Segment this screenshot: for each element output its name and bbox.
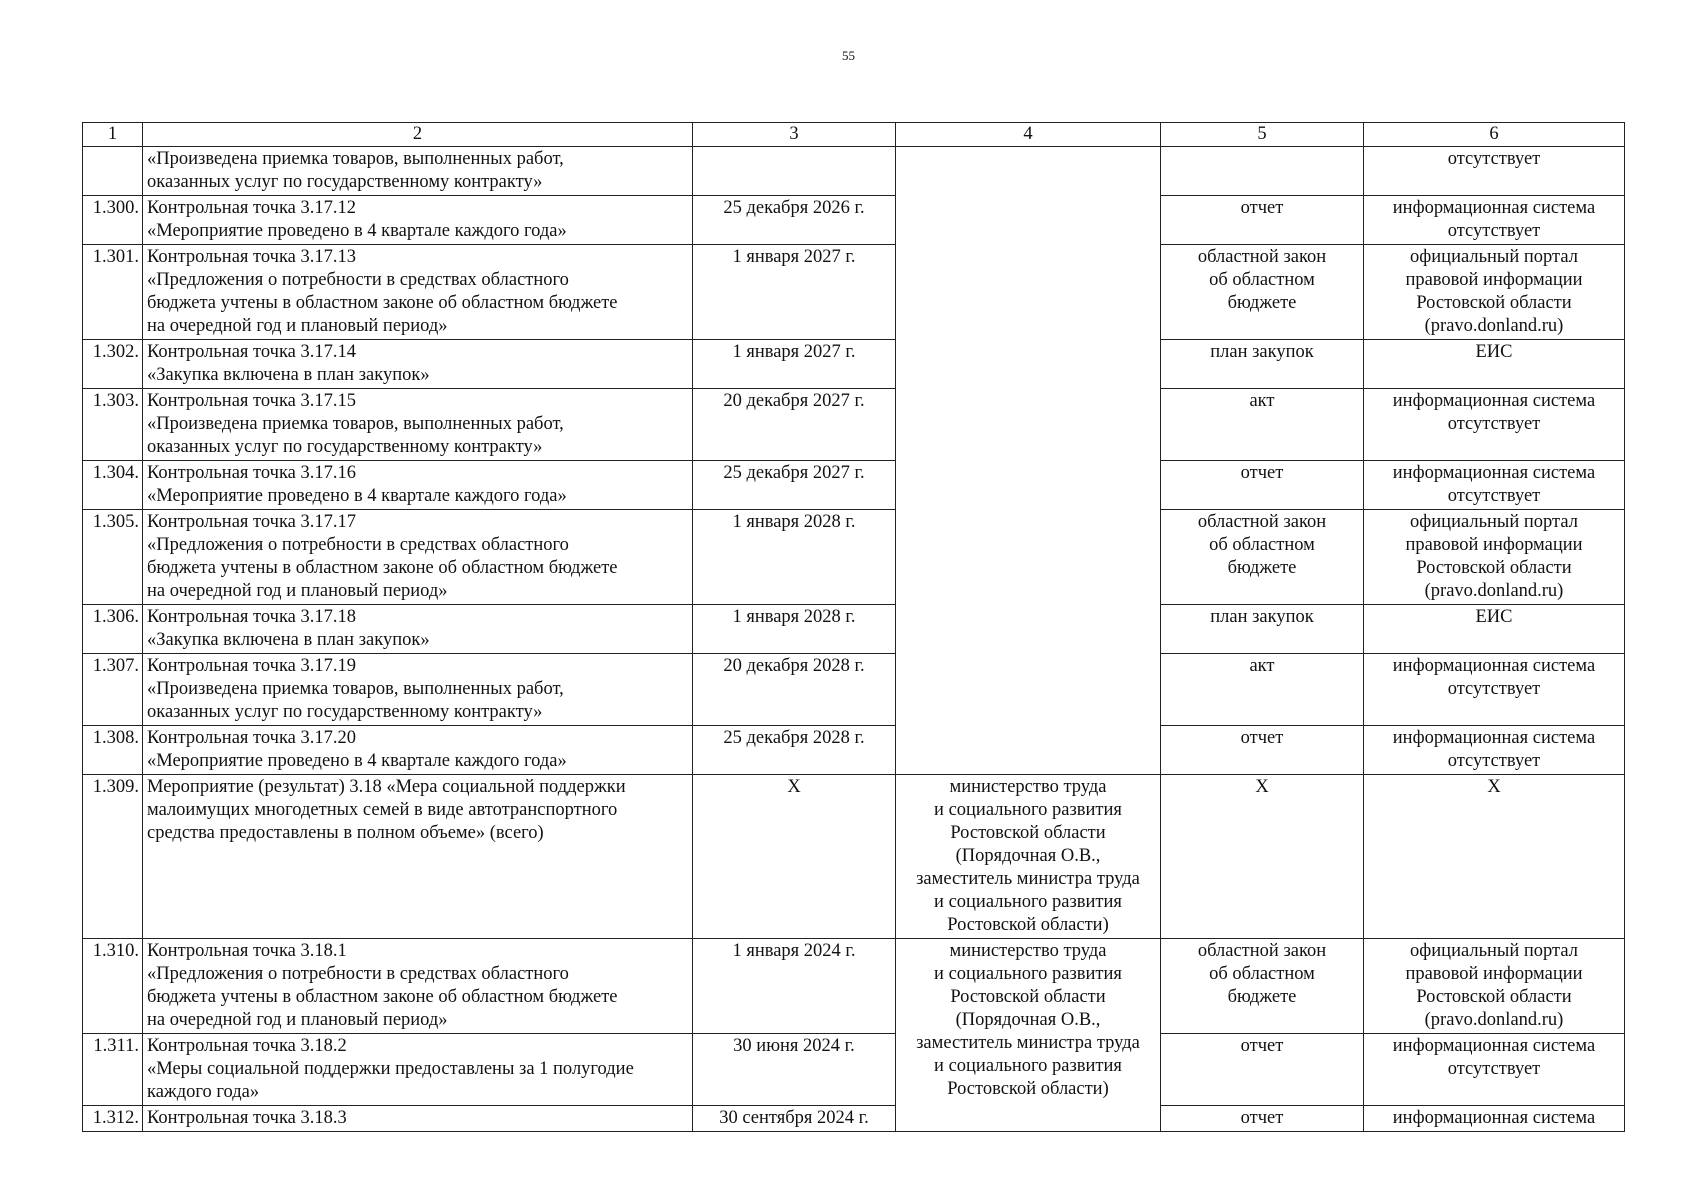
row-description: Контрольная точка 3.17.13 «Предложения о потребности в средствах областного бюджета учтены в областном законе об областном бюджете на очередной год и плановый период»	[143, 245, 693, 340]
continuation-row	[83, 147, 1625, 196]
row-description: Контрольная точка 3.18.1 «Предложения о потребности в средствах областного бюджета учтены в областном законе об областном бюджете на очередной год и плановый период»	[143, 939, 693, 1034]
row-document: отчет	[1161, 1106, 1364, 1132]
row-document: областной закон об областном бюджете	[1161, 510, 1364, 605]
row-system: информационная система отсутствует	[1364, 1034, 1625, 1106]
row-date	[693, 147, 896, 196]
row-number: 1.306.	[83, 605, 143, 654]
row-description: Контрольная точка 3.17.20 «Мероприятие проведено в 4 квартале каждого года»	[143, 726, 693, 775]
column-number-3: 3	[693, 123, 896, 147]
column-number-4: 4	[896, 123, 1161, 147]
row-number: 1.312.	[83, 1106, 143, 1132]
row-document: план закупок	[1161, 605, 1364, 654]
row-date: 1 января 2027 г.	[693, 245, 896, 340]
table-row	[83, 775, 1625, 939]
row-description: Контрольная точка 3.17.17 «Предложения о потребности в средствах областного бюджета учтены в областном законе об областном бюджете на очередной год и плановый период»	[143, 510, 693, 605]
row-description: Контрольная точка 3.17.18 «Закупка включена в план закупок»	[143, 605, 693, 654]
row-description: Контрольная точка 3.17.14 «Закупка включена в план закупок»	[143, 340, 693, 389]
row-system: официальный портал правовой информации Ростовской области (pravo.donland.ru)	[1364, 510, 1625, 605]
row-description: Контрольная точка 3.18.3	[143, 1106, 693, 1132]
row-document: акт	[1161, 654, 1364, 726]
table-row	[83, 196, 1625, 245]
row-number: 1.304.	[83, 461, 143, 510]
row-number: 1.300.	[83, 196, 143, 245]
row-number: 1.307.	[83, 654, 143, 726]
column-number-2: 2	[143, 123, 693, 147]
row-system: ЕИС	[1364, 340, 1625, 389]
row-responsible: министерство труда и социального развития Ростовской области (Порядочная О.В., заместитель министра труда и социального развития Ростовской области)	[896, 775, 1161, 939]
row-number: 1.311.	[83, 1034, 143, 1106]
row-system: официальный портал правовой информации Ростовской области (pravo.donland.ru)	[1364, 245, 1625, 340]
table-row	[83, 654, 1625, 726]
row-system: информационная система	[1364, 1106, 1625, 1132]
row-date: 1 января 2027 г.	[693, 340, 896, 389]
row-system: отсутствует	[1364, 147, 1625, 196]
table-row	[83, 726, 1625, 775]
responsible-cell-empty	[896, 147, 1161, 775]
row-description: Мероприятие (результат) 3.18 «Мера социальной поддержки малоимущих многодетных семей в виде автотранспортного средства предоставлены в полном объеме» (всего)	[143, 775, 693, 939]
row-document	[1161, 147, 1364, 196]
row-document: отчет	[1161, 461, 1364, 510]
row-date: 20 декабря 2028 г.	[693, 654, 896, 726]
row-number: 1.301.	[83, 245, 143, 340]
row-system: информационная система отсутствует	[1364, 654, 1625, 726]
column-number-5: 5	[1161, 123, 1364, 147]
row-document: областной закон об областном бюджете	[1161, 939, 1364, 1034]
row-date: 30 июня 2024 г.	[693, 1034, 896, 1106]
column-number-1: 1	[83, 123, 143, 147]
table-row	[83, 389, 1625, 461]
control-points-table	[82, 122, 1625, 1132]
row-document: отчет	[1161, 1034, 1364, 1106]
row-date: 20 декабря 2027 г.	[693, 389, 896, 461]
row-document: отчет	[1161, 196, 1364, 245]
row-description: Контрольная точка 3.17.16 «Мероприятие проведено в 4 квартале каждого года»	[143, 461, 693, 510]
row-document: план закупок	[1161, 340, 1364, 389]
row-number: 1.308.	[83, 726, 143, 775]
table-row	[83, 461, 1625, 510]
row-description: «Произведена приемка товаров, выполненных работ, оказанных услуг по государственному контракту»	[143, 147, 693, 196]
row-date: 1 января 2024 г.	[693, 939, 896, 1034]
row-date: 1 января 2028 г.	[693, 510, 896, 605]
column-number-row	[83, 123, 1625, 147]
row-description: Контрольная точка 3.17.12 «Мероприятие проведено в 4 квартале каждого года»	[143, 196, 693, 245]
column-number-6: 6	[1364, 123, 1625, 147]
row-system: официальный портал правовой информации Ростовской области (pravo.donland.ru)	[1364, 939, 1625, 1034]
row-description: Контрольная точка 3.17.15 «Произведена приемка товаров, выполненных работ, оказанных услуг по государственному контракту»	[143, 389, 693, 461]
row-number	[83, 147, 143, 196]
table-row	[83, 245, 1625, 340]
row-document: областной закон об областном бюджете	[1161, 245, 1364, 340]
row-system: ЕИС	[1364, 605, 1625, 654]
row-number: 1.305.	[83, 510, 143, 605]
row-date: 25 декабря 2026 г.	[693, 196, 896, 245]
row-date: 30 сентября 2024 г.	[693, 1106, 896, 1132]
row-description: Контрольная точка 3.18.2 «Меры социальной поддержки предоставлены за 1 полугодие каждого года»	[143, 1034, 693, 1106]
table-row	[83, 510, 1625, 605]
row-number: 1.310.	[83, 939, 143, 1034]
page-number: 55	[842, 48, 855, 63]
row-document: отчет	[1161, 726, 1364, 775]
row-number: 1.303.	[83, 389, 143, 461]
table-row	[83, 939, 1625, 1034]
row-date: 1 января 2028 г.	[693, 605, 896, 654]
row-date: 25 декабря 2028 г.	[693, 726, 896, 775]
row-description: Контрольная точка 3.17.19 «Произведена приемка товаров, выполненных работ, оказанных услуг по государственному контракту»	[143, 654, 693, 726]
responsible-cell: министерство труда и социального развития Ростовской области (Порядочная О.В., заместитель министра труда и социального развития Ростовской области)	[896, 939, 1161, 1132]
row-document: X	[1161, 775, 1364, 939]
table-row	[83, 1034, 1625, 1106]
row-system: информационная система отсутствует	[1364, 389, 1625, 461]
row-system: информационная система отсутствует	[1364, 196, 1625, 245]
row-date: X	[693, 775, 896, 939]
row-number: 1.309.	[83, 775, 143, 939]
table-row	[83, 605, 1625, 654]
row-number: 1.302.	[83, 340, 143, 389]
table-row	[83, 1106, 1625, 1132]
row-date: 25 декабря 2027 г.	[693, 461, 896, 510]
row-system: информационная система отсутствует	[1364, 726, 1625, 775]
table-row	[83, 340, 1625, 389]
row-system: X	[1364, 775, 1625, 939]
row-document: акт	[1161, 389, 1364, 461]
row-system: информационная система отсутствует	[1364, 461, 1625, 510]
